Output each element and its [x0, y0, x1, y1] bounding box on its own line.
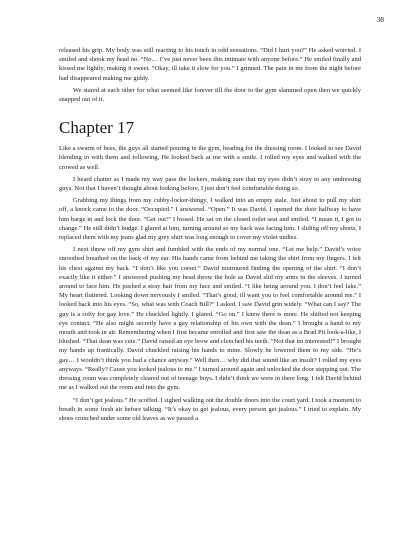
paragraph: Like a swarm of bees, the guys all started pouring in the gym, heading for the dressing room. I looked to see David blending in with them and following, He looked back at me with a smile. I rolled my eyes and walked with the crowed as well.	[59, 145, 361, 171]
chapter-heading: Chapter 17	[59, 118, 135, 138]
paragraph: I heard chatter as I made my way pass the lockers, making sure that my eyes didn’t stray to any undressing guys. Not that I haven’t thought about looking before, I just don’t feel comfortable doing so.	[59, 175, 361, 193]
paragraph: released his grip. My body was still reacting to his touch in odd sensations. “Did I hurt you?” He asked worried. I smiled and shook my head no. “No… I’ve just never been this intimate with anyone before.” He smiled finally and kissed me lightly, making it sweet. “Okay, ill take it slow for you.” I grinned. The pain in me from the night before had disappeared making me giddy.	[59, 47, 361, 82]
paragraph: We stared at each other for what seemed like forever till the door to the gym slammed open then we quickly snapped out of it.	[59, 86, 361, 104]
page-number: 38	[376, 15, 384, 24]
paragraph: I next threw off my gym shirt and fumbled with the ends of my normal one. “Let me help.” David’s voice smoothed breathed on the back of my ear. His hands came from behind me taking the shirt from my fingers. I felt his chest against my back. “I don’t like you corset.” David murmured finding the opening of the shirt. “I don’t exactly like it either.” I answered pushing my head throw the hole as David slid my arms in the sleeves. I turned around to face him. He pushed a stray hair from my face and smiled. “I like being around you. I don’t feel fake.” My heart fluttered. Looking down nervously I smiled. “That’s good, ill want you to feel comfortable around me.” I looked back into his eyes. “So, what was with Coach Bill?” I asked. I saw David grin widely. “What can I say? The guy is a softy for gay love.” He chuckled lightly. I glared. “Go on.” I knew there is more. He shifted not keeping eye contact. “He also might secretly have a gay relationship of his own with the dean.” I brought a hand to my mouth and took in air. Remembering when I first became enrolled and first saw the dean as a Brad Pit look-a-like, I blushed. “That dean was cute.” David raised an eye brow and clenched his teeth. “Not that im interested!” I brought my hands up frantically. David chuckled raising his hands to mine. Slowly he lowered them to my side. “He’s gay… I wouldn’t think you had a chance anyway.” Well then… why did that sound like an insult? I rolled my eyes anyways. “Really? Cause you looked jealous to me.” I turned around again and unlocked the door stepping out. The dressing room was completely cleared out of teenage boys. I didn’t think we were in there long. I felt David behind me as I walked out the room and into the gym.	[59, 246, 361, 392]
body-text	[59, 46, 361, 423]
paragraph: “I don’t get jealous.” He scoffed. I sighed walking out the double doors into the court yard. I took a moment to breath in some fresh air before talking. “It’s okay to get jealous, every person get jealous.” I tried to explain. My shoes crunched under some old leaves as we passed a	[59, 396, 361, 422]
paragraph: Grabbing my things from my cubby-locker-thingy, I walked into an empty stale. Just about to pull my shirt off, a knock came to the door. “Occupied.” I answered. “Open.” It was David. I opened the door halfway to have him barge in and lock the door. “Get out!” I hissed. He sat on the closed toilet seat and smiled. “I mean it, I got to change.” He still didn’t budge. I glared at him, turning around so my back was facing him. I sliding off my shorts, I replaced them with my jeans glad my grey shirt was long enough to cover my violet undies.	[59, 197, 361, 242]
